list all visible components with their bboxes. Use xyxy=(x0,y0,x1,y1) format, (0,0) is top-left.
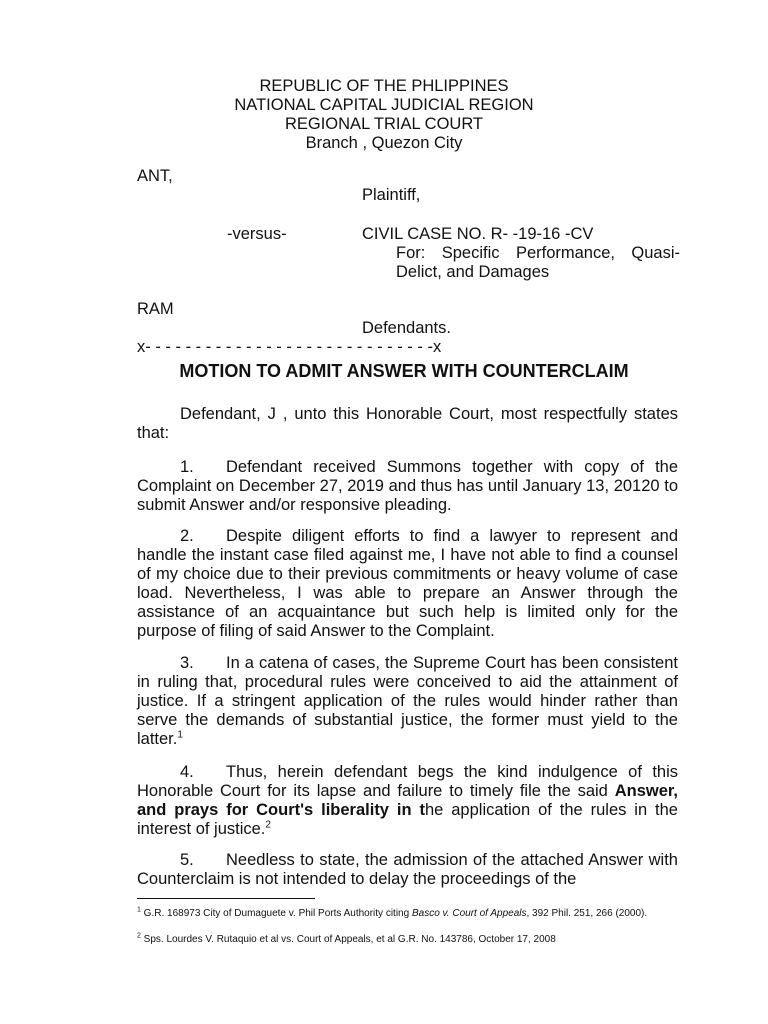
paragraph-number: 1. xyxy=(180,458,194,476)
paragraph-5 xyxy=(137,851,678,889)
header-republic: REPUBLIC OF THE PHLIPPINES xyxy=(259,77,509,95)
paragraph-text: Needless to state, the admission of the attached Answer with Counterclaim is not intended to delay the proceedings of the xyxy=(137,851,678,888)
court-header xyxy=(0,77,768,153)
case-number: CIVIL CASE NO. R- -19-16 -CV xyxy=(362,225,594,243)
paragraph-text: In a catena of cases, the Supreme Court has been consistent in ruling that, procedural rules were conceived to aid the attainment of justice. If a stringent application of the rules would hinder rather than serve the demands of substantial justice, the former must yield to the latter. xyxy=(137,654,678,748)
case-nature-line2: Delict, and Damages xyxy=(396,263,550,281)
footnote-number: 1 xyxy=(137,906,141,914)
intro-text: Defendant, J , unto this Honorable Court, most respectfully states that: xyxy=(137,405,678,442)
paragraph-number: 3. xyxy=(180,654,194,672)
paragraph-4 xyxy=(137,763,678,839)
paragraph-3 xyxy=(137,654,678,749)
paragraph-text-end: he application of the rules in the interest of justice. xyxy=(137,801,678,838)
footnote-text: Sps. Lourdes V. Rutaquio et al vs. Court of Appeals, et al G.R. No. 143786, October 17, 2008 xyxy=(140,934,556,945)
plaintiff-name: ANT, xyxy=(137,167,173,185)
paragraph-text: Thus, herein defendant begs the kind indulgence of this Honorable Court for its lapse and failure to timely file the said xyxy=(137,763,678,800)
paragraph-text: Defendant received Summons together with copy of the Complaint on December 27, 2019 and thus has until January 13, 20120 to submit Answer and/or responsive pleading. xyxy=(137,458,678,514)
header-court: REGIONAL TRIAL COURT xyxy=(284,115,484,133)
footnote-text: G.R. 168973 City of Dumaguete v. Phil Ports Authority citing xyxy=(140,908,412,919)
header-branch: Branch , Quezon City xyxy=(305,134,463,152)
footnote-number: 2 xyxy=(137,932,141,940)
paragraph-text: Despite diligent efforts to find a lawyer to represent and handle the instant case filed against me, I have not able to find a counsel of my choice due to their previous commitments or heavy volume of case load. Nevertheless, I was able to prepare an Answer through the assistance of an acquaintance but such help is limited only for the purpose of filing of said Answer to the Complaint. xyxy=(137,527,678,640)
footnote-1 xyxy=(137,907,678,920)
header-region: NATIONAL CAPITAL JUDICIAL REGION xyxy=(234,96,534,114)
case-nature-line1: For: Specific Performance, Quasi- xyxy=(396,244,680,262)
paragraph-1 xyxy=(137,458,678,515)
paragraph-bold-text: Answer, and prays for Court's liberality in t xyxy=(137,782,678,819)
caption-divider: x- - - - - - - - - - - - - - - - - - - - - - - - - - - - -x xyxy=(137,338,442,356)
footnote-ref-1[interactable]: 1 xyxy=(177,729,183,741)
footnote-2 xyxy=(137,933,678,946)
footnote-ref-2[interactable]: 2 xyxy=(265,819,271,831)
defendant-name: RAM xyxy=(137,300,174,318)
defendant-role: Defendants. xyxy=(362,319,451,337)
intro-paragraph xyxy=(137,405,678,443)
footnote-text-end: , 392 Phil. 251, 266 (2000). xyxy=(526,908,648,919)
paragraph-2 xyxy=(137,527,678,641)
versus-label: -versus- xyxy=(227,225,287,243)
footnote-case-title: Basco v. Court of Appeals xyxy=(411,908,527,919)
paragraph-number: 4. xyxy=(180,763,194,781)
paragraph-number: 2. xyxy=(180,527,194,545)
paragraph-number: 5. xyxy=(180,851,194,869)
plaintiff-role: Plaintiff, xyxy=(362,186,421,204)
motion-title: MOTION TO ADMIT ANSWER WITH COUNTERCLAIM xyxy=(179,361,629,381)
footnote-separator xyxy=(137,898,315,899)
